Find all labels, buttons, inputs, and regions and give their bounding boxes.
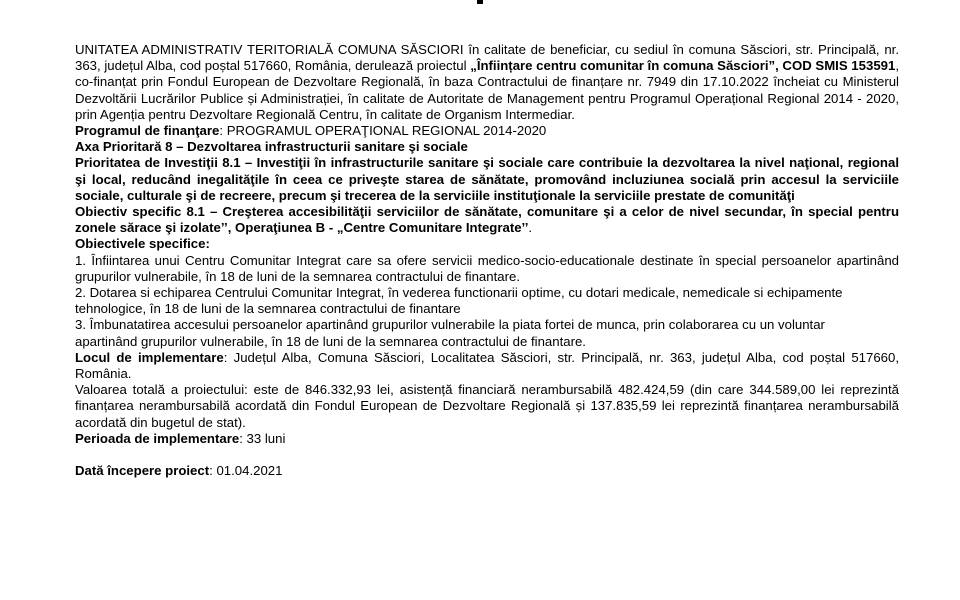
obiectiv-specific: Obiectiv specific 8.1 – Creşterea accesibilităţii serviciilor de sănătate, comunitare şi a celor de nivel secundar, în special pentru zonele sărace şi izolate’’, Operaţiunea B - „Centre Comunitare Integrate’’. [75,204,899,236]
locul-implementare [75,350,899,382]
locul-label: Locul de implementare [75,349,224,365]
obiectiv-1: 1. Înfiintarea unui Centru Comunitar Integrat care sa ofere servicii medico-socio-educationale destinate în special persoanelor apartinând grupurilor vulnerabile, în 18 de luni de la semnarea contractului de finantare. [75,252,899,284]
project-title: „Înființare centru comunitar în comuna Săsciori”, COD SMIS 153591 [470,58,896,74]
obiectiv-2-cont: tehnologice, în 18 de luni de la semnarea contractului de finantare [75,301,461,317]
intro-paragraph: UNITATEA ADMINISTRATIV TERITORIALĂ COMUNA SĂSCIORI în calitate de beneficiar, cu sediul în comuna Săsciori, str. Principală, nr. 363, județul Alba, cod poștal 517660, România, derulează proiectul „Înființare centru comunitar în comuna Săsciori”, COD SMIS 153591, co-finanțat prin Fondul European de Dezvoltare Regională, în baza Contractului de finanțare nr. 7949 din 17.10.2022 încheiat cu Ministerul Dezvoltării Lucrărilor Publice și Administrației, în calitate de Autoritate de Management pentru Programul Operațional Regional 2014 - 2020, prin Agenția pentru Dezvoltare Regională Centru, în calitate de Organism Intermediar. [75,42,899,122]
obiectiv-3: 3. Îmbunatatirea accesului persoanelor apartinând grupurilor vulnerabile la piata fortei de munca, prin colaborarea cu un voluntar [75,317,825,333]
data-incepere-value: : 01.04.2021 [209,463,283,479]
obiectiv-2: 2. Dotarea si echiparea Centrului Comunitar Integrat, în vederea functionarii optime, cu dotari medicale, nemedicale si echipamente [75,285,843,301]
program-label: Programul de finanţare [75,123,220,139]
locul-value: : Județul Alba, Comuna Săsciori, Localitatea Săsciori, str. Principală, nr. 363, județul Alba, cod poștal 517660, România. [75,349,899,382]
data-incepere-label: Dată începere proiect [75,463,210,479]
data-incepere [75,463,899,479]
spacer [75,447,899,463]
perioada-implementare [75,431,899,447]
document-body [75,42,899,479]
prioritate-investitii: Prioritatea de Investiţii 8.1 – Investiţii în infrastructurile sanitare şi sociale care contribuie la dezvoltarea la nivel naţional, regional şi local, reducând inegalităţile în ceea ce priveşte starea de sănătate, promovând incluziunea socială prin accesul la serviciile sociale, culturale şi de recreere, precum şi trecerea de la serviciile instituţionale la serviciile prestate de comunităţi [75,155,899,203]
axa-prioritara: Axa Prioritară 8 – Dezvoltarea infrastructurii sanitare şi sociale [75,139,468,155]
program-line [75,123,899,139]
program-value: : PROGRAMUL OPERAŢIONAL REGIONAL 2014-2020 [219,123,547,139]
obiectiv-3-cont: apartinând grupurilor vulnerabile, în 18 de luni de la semnarea contractului de finantare. [75,333,586,349]
perioada-label: Perioada de implementare [75,430,240,446]
perioada-value: : 33 luni [239,430,286,446]
top-edge-fragment [475,0,487,6]
obiectivele-title: Obiectivele specifice: [75,236,210,252]
valoare-totala: Valoarea totală a proiectului: este de 846.332,93 lei, asistență financiară nerambursabilă 482.424,59 (din care 344.589,00 lei reprezintă finanțarea nerambursabilă acordată din Fondul European de Dezvoltare Regională și 137.835,59 lei reprezintă finanțarea nerambursabilă acordată din bugetul de stat). [75,382,899,430]
